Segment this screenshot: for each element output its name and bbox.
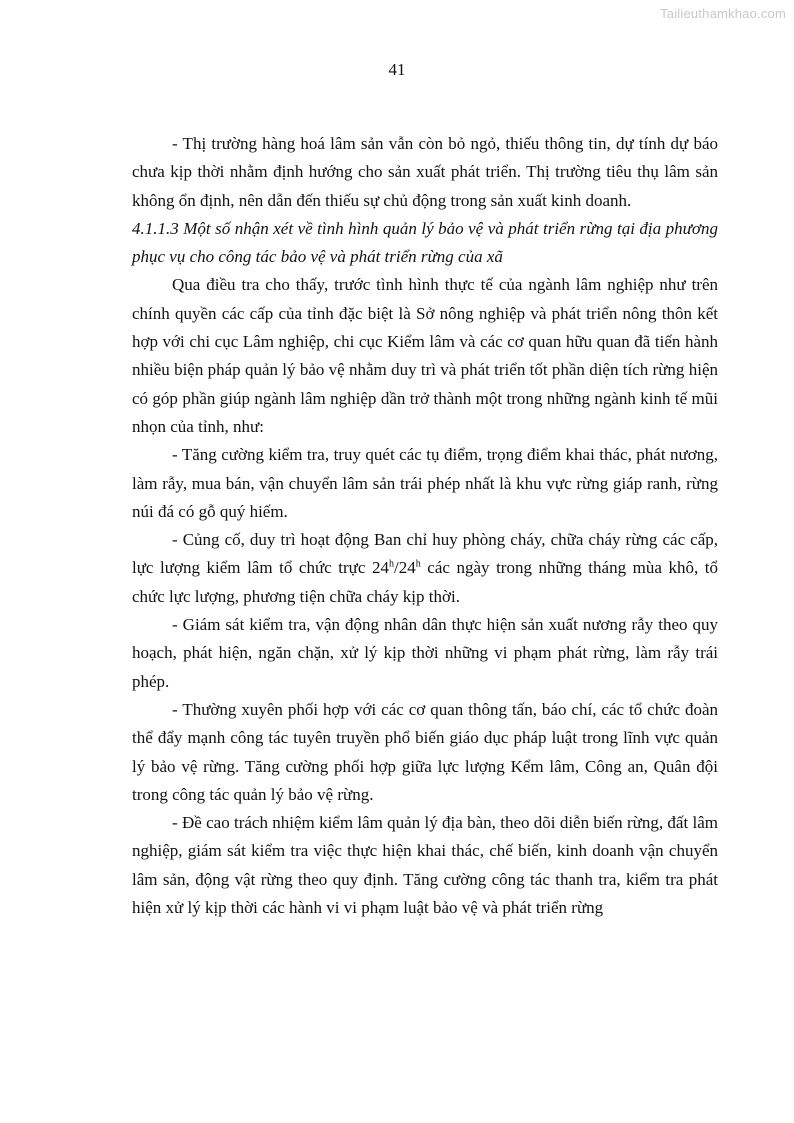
paragraph-market: - Thị trường hàng hoá lâm sản vẫn còn bỏ ngỏ, thiếu thông tin, dự tính dự báo chưa kịp thời nhằm định hướng cho sản xuất phát triển. Thị trường tiêu thụ lâm sản không ổn định, nên dẫn đến thiếu sự chủ động trong sản xuất kinh doanh. xyxy=(132,134,718,210)
page-number: 41 xyxy=(388,60,406,79)
paragraph-responsibility: - Đề cao trách nhiệm kiểm lâm quản lý địa bàn, theo dõi diễn biến rừng, đất lâm nghiệp, giám sát kiểm tra việc thực hiện khai thác, chế biến, kinh doanh vận chuyển lâm sản, động vật rừng theo quy định. Tăng cường công tác thanh tra, kiểm tra phát hiện xử lý kịp thời các hành vi vi phạm luật bảo vệ và phát triển rừng xyxy=(132,813,718,918)
paragraph-coordination: - Thường xuyên phối hợp với các cơ quan thông tấn, báo chí, các tổ chức đoàn thể đẩy mạnh công tác tuyên truyền phổ biến giáo dục pháp luật trong lĩnh vực quản lý bảo vệ rừng. Tăng cường phối hợp giữa lực lượng Kểm lâm, Công an, Quân đội trong công tác quản lý bảo vệ rừng. xyxy=(132,699,718,804)
superscript-h: h xyxy=(388,558,394,570)
page-body xyxy=(132,130,718,922)
fire-control-text-start: - Củng cố, duy trì hoạt động Ban chỉ huy phòng cháy, chữa cháy rừng các cấp, lực lượng kiểm lâm tổ chức trực 24 xyxy=(132,530,718,578)
paragraph-supervision: - Giám sát kiểm tra, vận động nhân dân thực hiện sản xuất nương rẫy theo quy hoạch, phát hiện, ngăn chặn, xử lý kịp thời những vi phạm phát rừng, làm rẫy trái phép. xyxy=(132,615,718,691)
paragraph-fire-control xyxy=(132,526,718,611)
paragraph-survey: Qua điều tra cho thấy, trước tình hình thực tế của ngành lâm nghiệp như trên chính quyền các cấp của tỉnh đặc biệt là Sở nông nghiệp và phát triển nông thôn kết hợp với chi cục Lâm nghiệp, chi cục Kiểm lâm và các cơ quan hữu quan đã tiến hành nhiều biện pháp quản lý bảo vệ nhằm duy trì và phát triển tốt phần diện tích rừng hiện có góp phần giúp ngành lâm nghiệp dần trở thành một trong những ngành kinh tế mũi nhọn của tỉnh, như: xyxy=(132,275,718,436)
paragraph-inspection: - Tăng cường kiểm tra, truy quét các tụ điểm, trọng điểm khai thác, phát nương, làm rẫy, mua bán, vận chuyển lâm sản trái phép nhất là khu vực rừng giáp ranh, rừng núi đá có gỗ quý hiếm. xyxy=(132,445,718,521)
superscript-h: h xyxy=(415,558,421,570)
section-heading: 4.1.1.3 Một số nhận xét về tình hình quản lý bảo vệ và phát triển rừng tại địa phương phục vụ cho công tác bảo vệ và phát triển rừng của xã xyxy=(132,218,718,267)
fire-control-text-mid: /24 xyxy=(393,558,416,578)
fire-control-text-end: các ngày trong những tháng mùa khô, tổ chức lực lượng, phương tiện chữa cháy kịp thời. xyxy=(132,558,718,606)
watermark: Tailieuthamkhao.com xyxy=(660,6,786,21)
